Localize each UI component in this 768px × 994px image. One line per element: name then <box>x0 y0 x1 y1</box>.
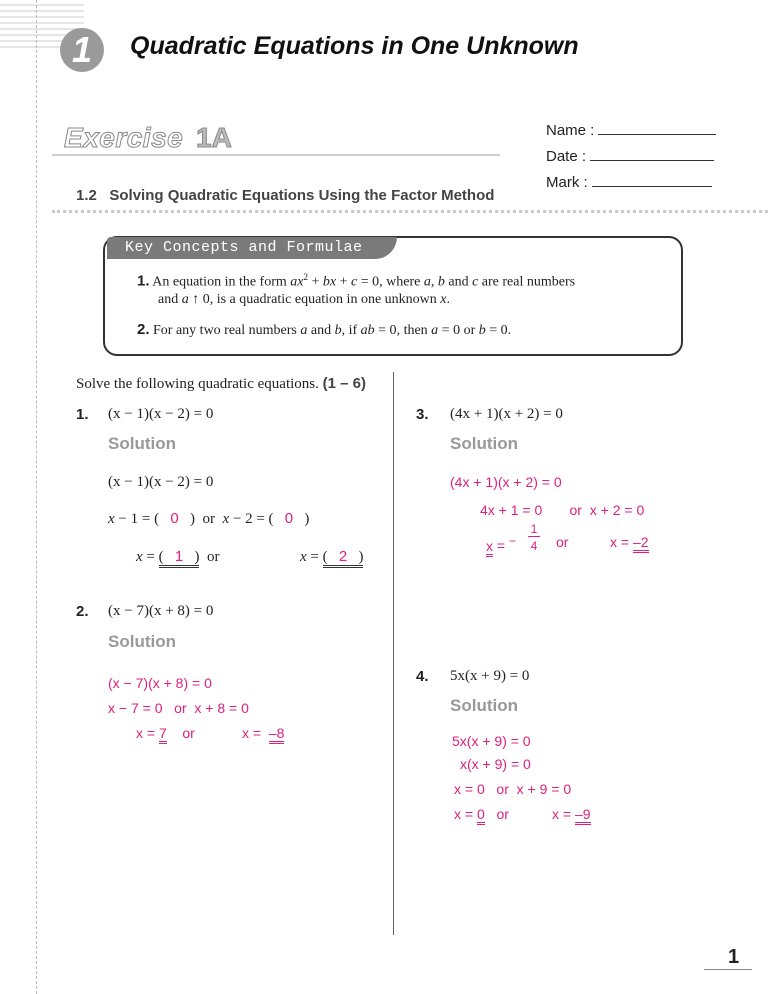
exercise-label: Exercise <box>64 122 184 153</box>
q3-or: or <box>556 534 569 550</box>
q2-step1: (x − 7)(x + 8) = 0 <box>108 675 212 691</box>
column-divider <box>393 372 394 935</box>
exercise-rule <box>52 154 500 156</box>
q1-equation: (x − 1)(x − 2) = 0 <box>108 406 214 422</box>
mark-field <box>546 174 712 191</box>
instruction: Solve the following quadratic equations. (1 – 6) <box>76 375 366 392</box>
q4-step4b: x = –9 <box>552 806 591 822</box>
q3-equation: (4x + 1)(x + 2) = 0 <box>450 406 563 422</box>
q3-step3b: x = –2 <box>610 534 649 550</box>
exercise-number: 1A <box>196 122 232 153</box>
chapter-title: Quadratic Equations in One Unknown <box>130 32 579 60</box>
section-title: Solving Quadratic Equations Using the Factor Method <box>109 187 495 204</box>
key-concepts-heading: Key Concepts and Formulae <box>107 237 397 259</box>
q1-blank4: 2 <box>338 548 348 565</box>
q1-blank2: 0 <box>284 510 294 527</box>
q1-blank1: 0 <box>170 510 179 527</box>
q3-frac-den: 4 <box>530 539 538 553</box>
q4-number: 4. <box>416 668 429 685</box>
q1-solution-label: Solution <box>108 434 176 453</box>
q2-equation: (x − 7)(x + 8) = 0 <box>108 603 214 619</box>
name-label: Name : <box>546 122 595 139</box>
mark-blank[interactable] <box>592 186 712 187</box>
q4-solution-label: Solution <box>450 696 518 715</box>
dotted-divider <box>52 210 768 213</box>
q1-step3b: x = ( 2 ) <box>300 548 363 566</box>
q1-step3: x = ( 1 ) or <box>136 548 219 566</box>
key-concept-1: 1. An equation in the form $ax^2$ + bx + c = 0, where a, b and c are real numbers <box>137 272 576 290</box>
q2-step3b: x = –8 <box>242 725 284 741</box>
section-number: 1.2 <box>76 187 97 204</box>
mark-label: Mark : <box>546 174 588 191</box>
q3-step3: x = − <box>486 534 516 554</box>
name-blank[interactable] <box>598 134 716 135</box>
q3-step1: (4x + 1)(x + 2) = 0 <box>450 474 562 490</box>
margin-line <box>36 0 37 994</box>
q4-equation: 5x(x + 9) = 0 <box>450 668 530 684</box>
section-heading <box>76 187 494 204</box>
q2-number: 2. <box>76 603 89 620</box>
q1-number: 1. <box>76 406 89 423</box>
q1-step2: x − 1 = ( 0 ) or x − 2 = ( 0 ) <box>108 510 310 527</box>
q1-blank3: 1 <box>174 548 184 565</box>
q3-solution-label: Solution <box>450 434 518 453</box>
page-number-rule <box>704 969 752 970</box>
q4-step3: x = 0 or x + 9 = 0 <box>454 781 572 797</box>
name-field <box>546 122 716 139</box>
page-number: 1 <box>728 946 740 968</box>
q2-step3: x = 7 or <box>136 725 195 741</box>
date-blank[interactable] <box>590 160 714 161</box>
key-concept-1-line2: and a ↑ 0, is a quadratic equation in one unknown x. <box>158 292 450 307</box>
q4-step2: x(x + 9) = 0 <box>460 756 531 772</box>
q1-step1: (x − 1)(x − 2) = 0 <box>108 474 214 490</box>
chapter-number-badge: 1 <box>60 28 104 72</box>
key-concept-2: 2. For any two real numbers a and b, if ab = 0, then a = 0 or b = 0. <box>137 321 512 338</box>
date-label: Date : <box>546 148 587 165</box>
q2-solution-label: Solution <box>108 632 176 651</box>
q2-step2: x − 7 = 0 or x + 8 = 0 <box>108 700 249 716</box>
q3-frac-num: 1 <box>528 522 540 537</box>
q4-step1: 5x(x + 9) = 0 <box>452 733 531 749</box>
q3-number: 3. <box>416 406 429 423</box>
date-field <box>546 148 714 165</box>
q3-step2: 4x + 1 = 0 or x + 2 = 0 <box>480 502 645 518</box>
q4-step4: x = 0 or <box>454 806 509 822</box>
